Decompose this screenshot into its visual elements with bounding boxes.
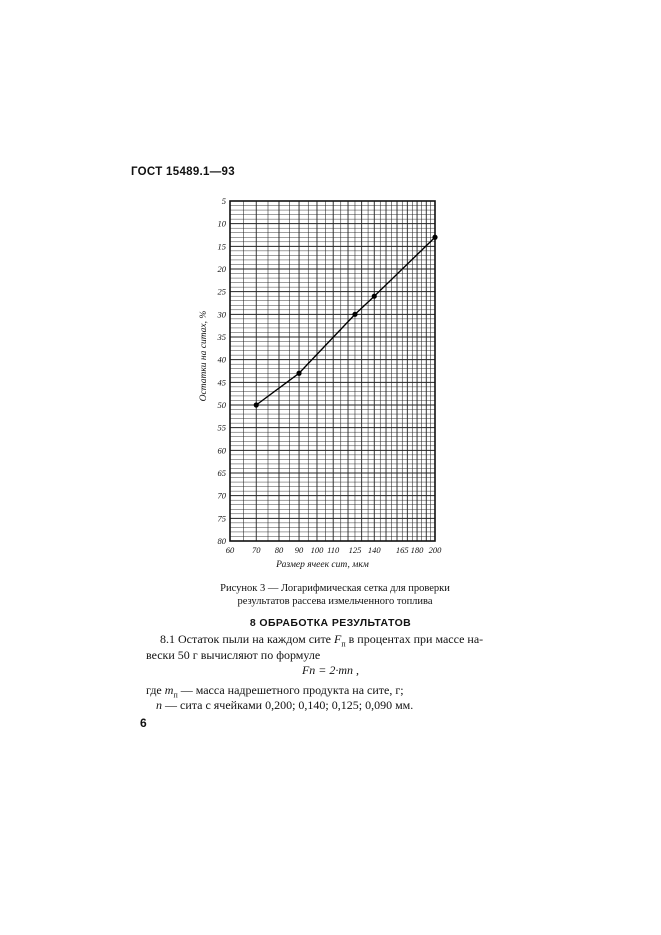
where1-text-a: где — [146, 683, 165, 697]
data-point — [432, 235, 437, 240]
y-tick-label: 60 — [217, 445, 226, 456]
y-tick-label: 5 — [221, 196, 226, 206]
y-tick-label: 10 — [217, 218, 226, 229]
y-tick-label: 35 — [217, 332, 226, 342]
where2-text-b: — сита с ячейками 0,200; 0,140; 0,125; 0,090 мм. — [162, 698, 414, 712]
paragraph-line-2: вески 50 г вычисляют по формуле — [146, 648, 321, 662]
symbol-n: n — [156, 698, 162, 712]
x-tick-label: 110 — [327, 545, 340, 555]
series-line — [256, 237, 435, 405]
page-number: 6 — [140, 716, 147, 730]
where1-text-b: — масса надрешетного продукта на сите, г; — [177, 683, 404, 697]
x-tick-label: 200 — [428, 545, 442, 555]
x-tick-label: 90 — [294, 545, 304, 555]
figure-caption-line-1: Рисунок 3 — Логарифмическая сетка для проверки — [220, 583, 450, 594]
x-axis-label: Размер ячеек сит, мкм — [276, 560, 369, 570]
y-tick-label: 55 — [217, 422, 226, 433]
para1-text-a: 8.1 Остаток пыли на каждом сите — [160, 632, 335, 646]
figure-caption-line-2: результатов рассева измельченного топлива — [237, 596, 433, 607]
where-line-2 — [146, 698, 413, 713]
x-tick-label: 180 — [410, 545, 424, 555]
y-tick-label: 75 — [217, 513, 226, 524]
data-point — [352, 312, 357, 317]
x-tick-label: 60 — [225, 545, 235, 555]
y-tick-label: 80 — [217, 536, 226, 546]
y-tick-label: 30 — [217, 309, 226, 320]
subscript-n: п — [341, 639, 346, 649]
document-header: ГОСТ 15489.1—93 — [131, 166, 235, 178]
section-heading: 8 ОБРАБОТКА РЕЗУЛЬТАТОВ — [249, 617, 412, 629]
x-tick-label: 70 — [251, 545, 261, 555]
y-tick-label: 20 — [217, 264, 226, 274]
para1-text-b: в процентах при массе на- — [345, 632, 484, 646]
y-tick-label: 70 — [217, 490, 226, 501]
data-point — [372, 294, 377, 299]
x-tick-label: 100 — [310, 545, 324, 555]
y-tick-label: 40 — [217, 354, 226, 365]
y-tick-label: 65 — [217, 468, 226, 478]
data-point — [254, 402, 259, 407]
data-point — [296, 371, 301, 376]
x-tick-label: 80 — [274, 545, 284, 555]
y-tick-label: 45 — [217, 377, 226, 388]
x-tick-label: 140 — [367, 545, 381, 555]
formula: Fп = 2·mп , — [301, 663, 360, 677]
y-tick-label: 15 — [217, 241, 226, 252]
symbol-m: m — [164, 683, 174, 697]
y-tick-label: 50 — [217, 400, 226, 410]
y-tick-label: 25 — [217, 286, 226, 297]
symbol-F: F — [334, 632, 342, 646]
subscript-n-2: п — [173, 690, 178, 700]
x-tick-label: 125 — [348, 545, 362, 555]
x-tick-label: 165 — [395, 545, 409, 555]
y-axis-label: Остатки на ситах, % — [199, 310, 209, 402]
plot-frame — [230, 201, 435, 541]
